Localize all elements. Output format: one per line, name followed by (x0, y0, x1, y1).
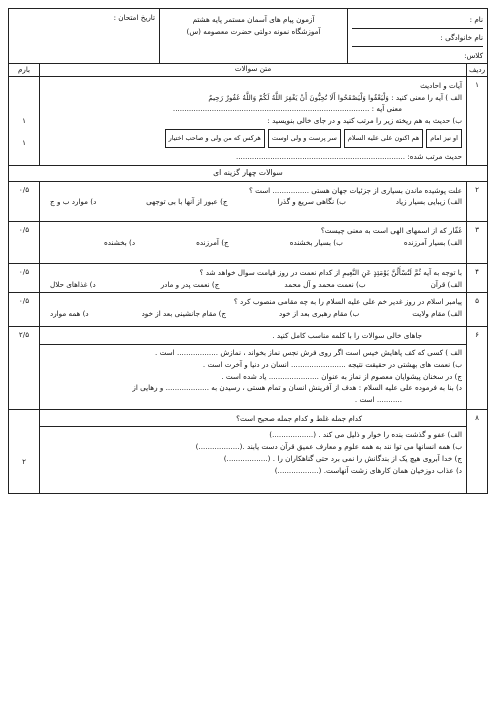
q2-text: علت پوشیده ماندن بسیاری از جزئیات جهان هستی ................ است ؟ (248, 185, 462, 195)
question-8 (9, 410, 487, 494)
question-3 (9, 222, 487, 264)
exam-title-block (159, 9, 347, 63)
q1-number: ۱ (466, 77, 487, 165)
true-false-line: ج) خدا آبروی هیچ یک از بندگانش را نمی برد حتی گناهکاران را . (..................) (223, 453, 462, 463)
option[interactable]: ج) نعمت پدر و مادر (160, 280, 220, 290)
q4-ayah: ثُمَّ لَتُسْأَلُنَّ يَوْمَئِذٍ عَنِ النَّعِيمِ (342, 268, 421, 278)
question-2 (9, 182, 487, 222)
option[interactable]: الف) زیبایی بسیار زیاد (395, 197, 462, 207)
q3-options (44, 238, 462, 248)
q3-score: ۰/۵ (18, 225, 30, 235)
q2-options (44, 197, 462, 207)
true-false-line: ب) همه انسانها می توا نند به همه علوم و معارف عمیق قرآن دست یابند .(..................) (195, 442, 462, 452)
q5-options (44, 309, 462, 319)
true-false-line: الف) عفو و گذشت بنده را خوار و ذلیل می کند . (..................) (269, 430, 462, 440)
q4-number: ۴ (466, 264, 487, 291)
q2-score: ۰/۵ (18, 184, 30, 194)
q6-number: ۶ (466, 327, 487, 408)
question-5 (9, 293, 487, 327)
question-1 (9, 77, 487, 166)
question-6 (9, 327, 487, 409)
q1-part-b: ب) حدیث به هم ریخته زیر را مرتب کنید و در جای خالی بنویسید : (267, 116, 462, 126)
q2-number: ۲ (466, 182, 487, 221)
true-false-line: د) عذاب دوزخیان همان کارهای زشت آنهاست. (..................) (274, 465, 462, 475)
section-multiple-choice: سوالات چهار گزینه ای (9, 166, 487, 181)
q1-meaning-line: معنی آیه : ...................................................................................... (172, 104, 402, 114)
exam-sheet (8, 8, 488, 494)
q3-number: ۳ (466, 222, 487, 263)
family-label: نام خانوادگی : (352, 29, 483, 47)
option[interactable]: ج) عبور از آنها با بی توجهی (146, 197, 228, 207)
option[interactable]: ج) مقام جانشینی بعد از خود (141, 308, 227, 318)
q5-text: پیامبر اسلام در روز غدیر خم علی علیه السلام را به چه مقامی منصوب کرد ؟ (233, 296, 462, 306)
q1-ayah: وَلْيَعْفُوا وَلْيَصْفَحُوا أَلَا تُحِبُّونَ أَنْ يَغْفِرَ اللَّهُ لَكُمْ وَاللَّهُ غَفُورٌ رَحِيمٌ (208, 92, 389, 102)
q8-title: کدام جمله غلط و کدام جمله صحیح است؟ (236, 413, 362, 423)
exam-date: تاریخ امتحان : (113, 13, 155, 22)
hadith-box: هم اکنون علی علیه السلام (344, 129, 423, 148)
class-label: کلاس: (464, 50, 483, 60)
q1b-score: ۱ (22, 137, 26, 147)
exam-title: آزمون پیام های آسمان مستمر پایه هشتم (192, 15, 315, 24)
question-4 (9, 264, 487, 292)
option[interactable]: ب) نگاهی سریع و گذرا (277, 197, 346, 207)
option[interactable]: ب) نعمت محمد و آل محمد (284, 280, 366, 290)
q4-text: با توجه به آیه ثُمَّ لَتُسْأَلُنَّ يَوْمَئِذٍ عَنِ النَّعِيمِ از کدام نعمت در روز قیامت سوال خواهد شد ؟ (199, 268, 462, 278)
option[interactable]: ج) آمرزنده (196, 237, 229, 247)
q6-title: جاهای خالی سوالات را با کلمه مناسب کامل کنید . (272, 331, 422, 341)
blank-line: ب) نعمت های بهشتی در حقیقت نتیجه ........................ انسان در دنیا و آخرت است . (202, 359, 462, 369)
q1-part-a: الف ) آیه را معنی کنید : وَلْيَعْفُوا وَلْيَصْفَحُوا أَلَا تُحِبُّونَ أَنْ يَغْفِرَ اللَّهُ لَكُمْ وَاللَّهُ غَفُورٌ رَحِيمٌ (208, 92, 462, 102)
hadith-box: او نیز امام (426, 129, 462, 148)
option[interactable]: د) موارد ب و ج (50, 197, 97, 207)
exam-header (9, 9, 487, 64)
q8-number: ۸ (466, 410, 487, 494)
blank-line: د) بنا به فرموده علی علیه السلام : هدف از آفرینش انسان و تمام هستی ، رسیدن به ................... و رهایی از (132, 383, 462, 393)
q1-section-title: آیات و احادیث (420, 81, 462, 90)
option[interactable]: ب) بسیار بخشنده (289, 237, 343, 247)
option[interactable]: د) غذاهای حلال (50, 280, 96, 290)
hadith-box: سر پرست و ولی اوست (268, 129, 341, 148)
col-score: بارم (17, 65, 31, 75)
option[interactable]: د) بخشنده (104, 237, 136, 247)
blank-line: ج) در سخنان پیشوایان معصوم از نماز به عنوان ...................... یاد شده است . (221, 371, 462, 381)
q4-options (44, 280, 462, 290)
q5-score: ۰/۵ (18, 295, 30, 305)
column-header (9, 64, 487, 77)
q5-number: ۵ (466, 293, 487, 326)
school-name: آموزشگاه نمونه دولتی حضرت معصومه (س) (186, 26, 321, 36)
option[interactable]: الف) قرآن (430, 280, 462, 290)
blank-line: ........... است . (354, 394, 402, 404)
hadith-boxes (44, 129, 462, 148)
blank-line: الف ) کسی که کف پاهایش خیس است اگر روی فرش نجس نماز بخواند ، نمازش .................. است . (155, 348, 462, 358)
name-label: نام : (352, 11, 483, 29)
q3-text: غَفّار که از اسمهای الهی است به معنی چیست؟ (320, 226, 462, 236)
q8-score: ۲ (22, 457, 26, 467)
q4-score: ۰/۵ (18, 267, 30, 277)
hadith-box: هرکس که من ولی و صاحب اختیار (165, 129, 265, 148)
student-info (347, 9, 487, 63)
option[interactable]: الف) مقام ولایت (412, 308, 462, 318)
col-num: ردیف (466, 64, 487, 76)
option[interactable]: د) همه موارد (50, 308, 89, 318)
q1a-score: ۱ (22, 115, 26, 125)
col-text: متن سوالات (39, 64, 466, 76)
q1-answer-line: حدیث مرتب شده: .......................................................................... (235, 151, 462, 161)
option[interactable]: الف) بسیار آمرزنده (403, 237, 462, 247)
q6-score: ۲/۵ (18, 330, 30, 340)
option[interactable]: ب) مقام رهبری بعد از خود (279, 308, 360, 318)
